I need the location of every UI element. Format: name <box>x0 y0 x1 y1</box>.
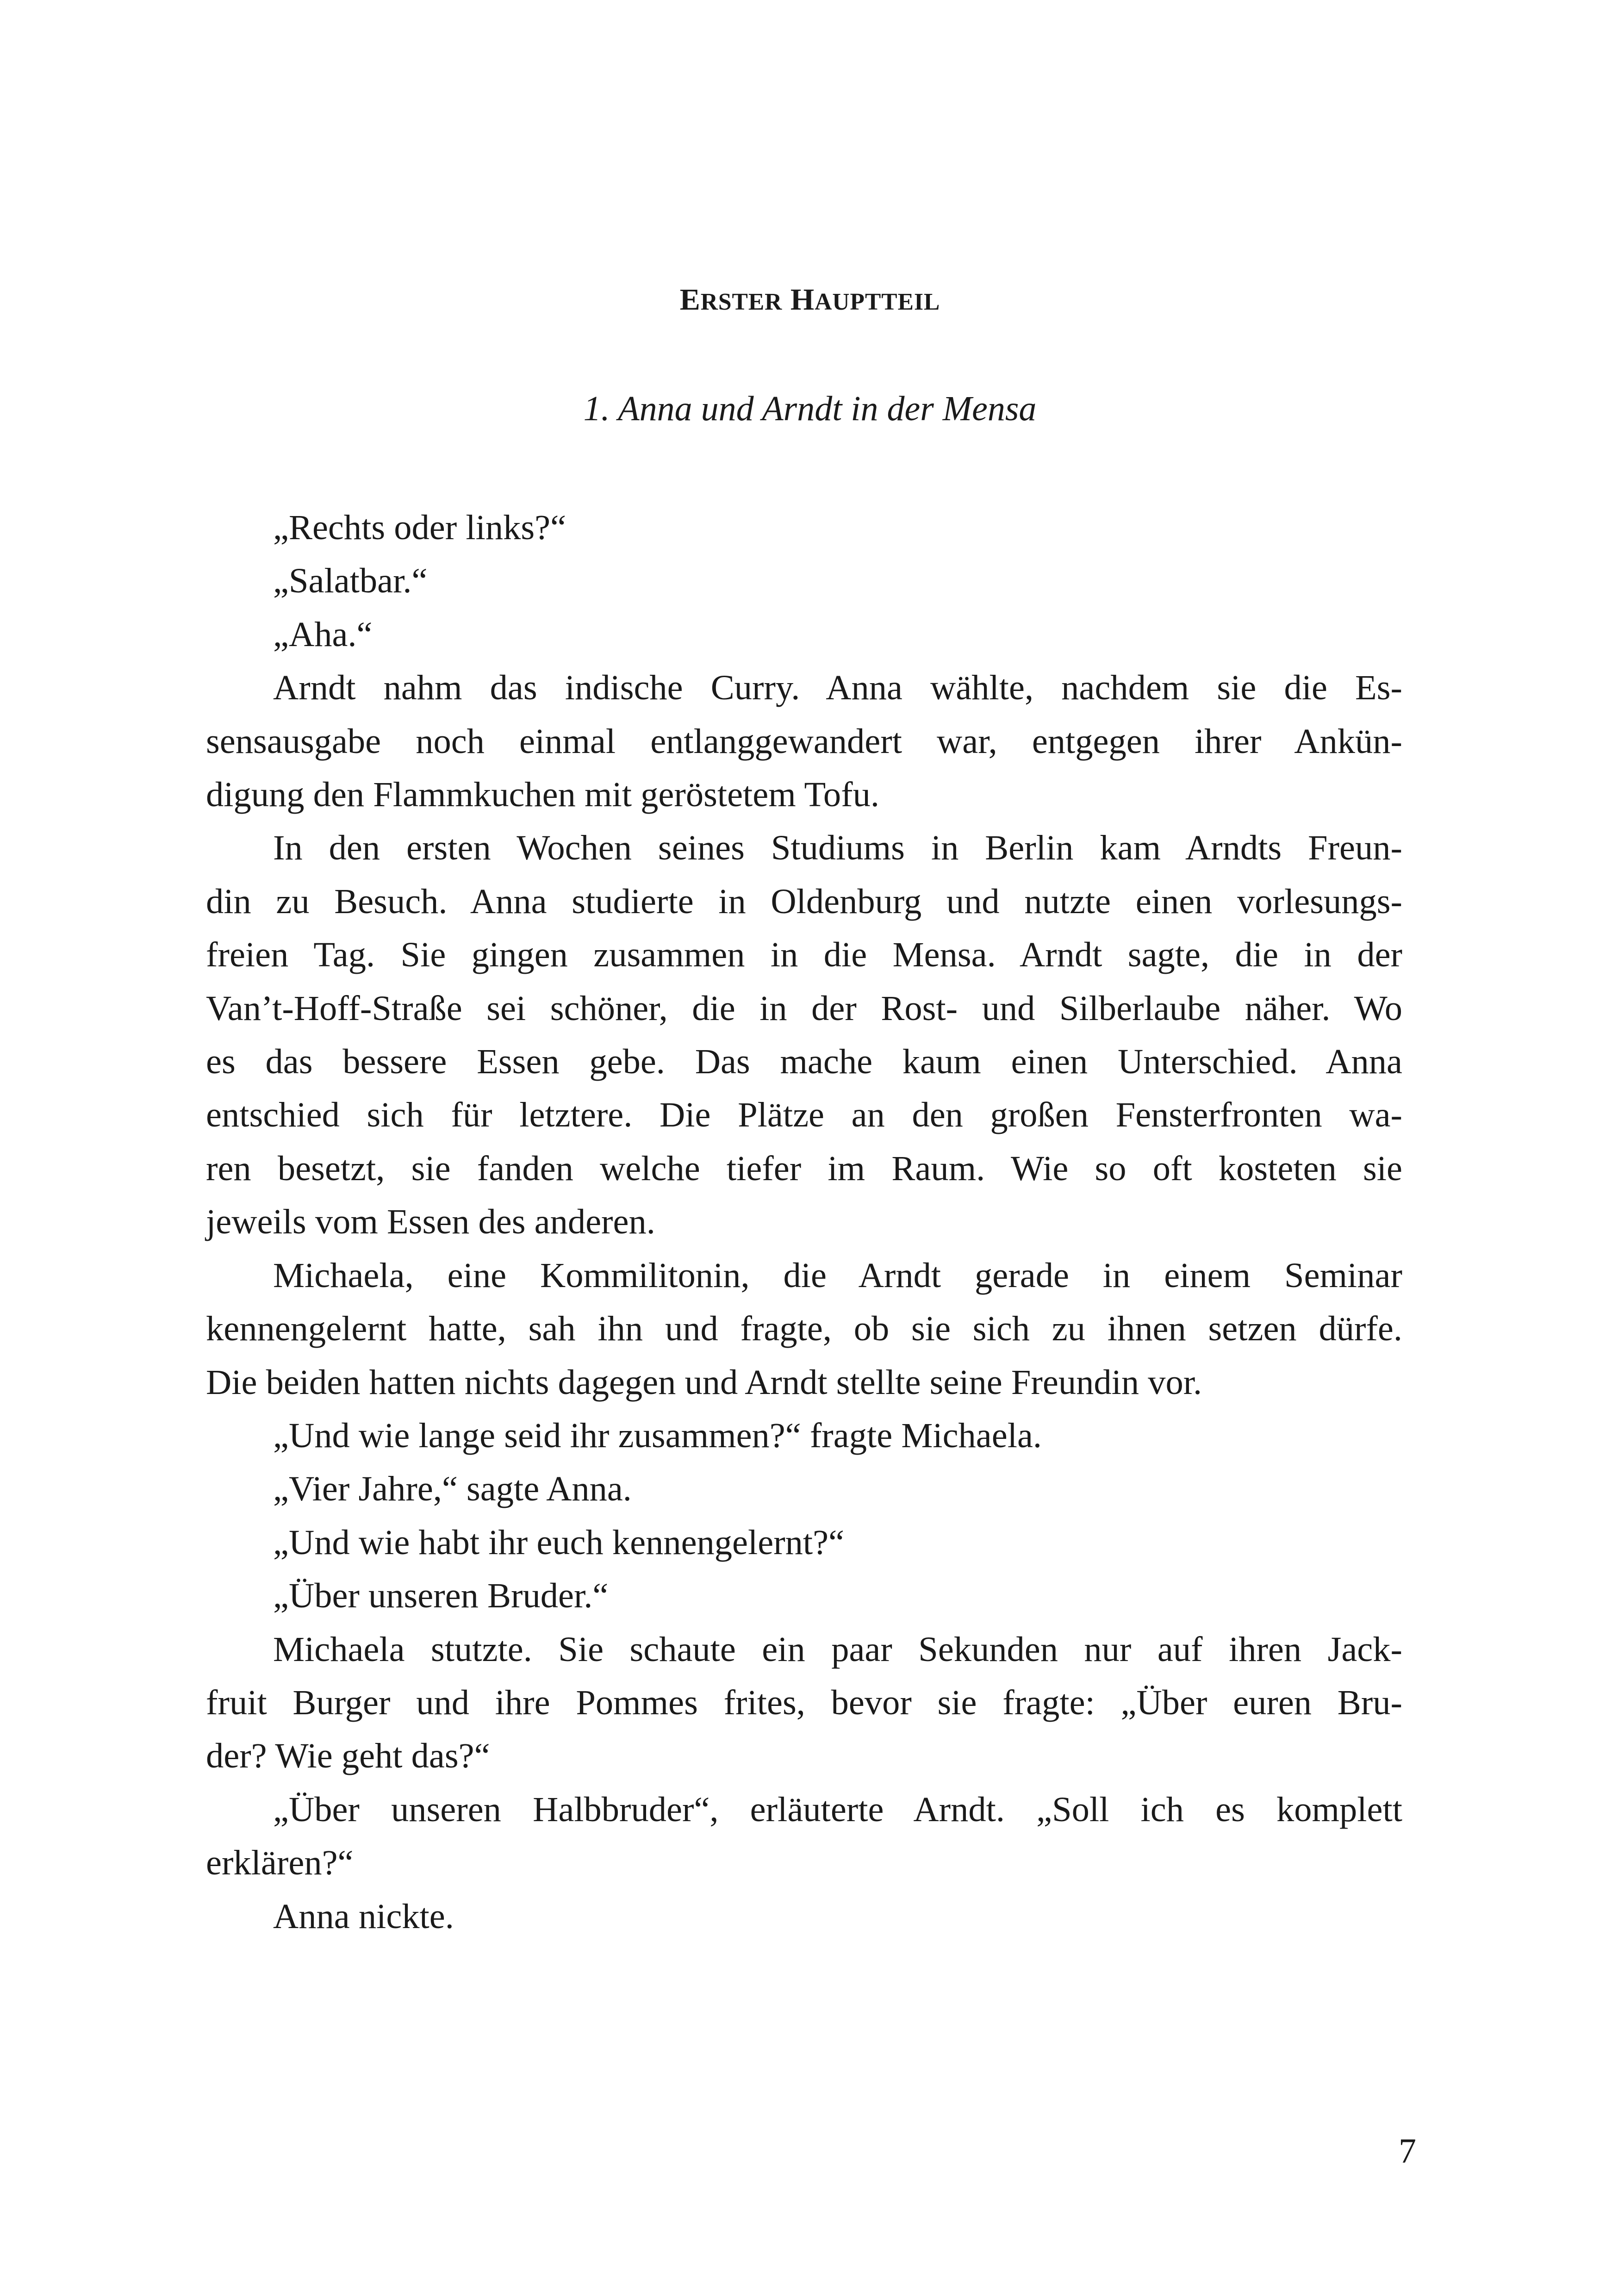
text-line: „Und wie lange seid ihr zusammen?“ fragte Michaela. <box>273 1415 1042 1455</box>
text-line: „Vier Jahre,“ sagte Anna. <box>273 1469 632 1509</box>
text-line: freien Tag. Sie gingen zusammen in die Mensa. Arndt sagte, die in der <box>206 935 1402 975</box>
paragraph <box>206 1890 1402 1943</box>
heading-word-2-rest: AUPTTEIL <box>815 289 940 315</box>
text-line: entschied sich für letztere. Die Plätze an den großen Fensterfronten wa- <box>206 1095 1402 1135</box>
text-line: Arndt nahm das indische Curry. Anna wählte, nachdem sie die Es- <box>273 668 1402 708</box>
text-line: Michaela stutzte. Sie schaute ein paar Sekunden nur auf ihren Jack- <box>273 1629 1402 1669</box>
text-line: sensausgabe noch einmal entlanggewandert war, entgegen ihrer Ankün- <box>206 721 1402 761</box>
text-line: erklären?“ <box>206 1843 354 1883</box>
text-line: der? Wie geht das?“ <box>206 1736 490 1776</box>
text-line: ren besetzt, sie fanden welche tiefer im Raum. Wie so oft kosteten sie <box>206 1148 1402 1188</box>
paragraph <box>206 1409 1402 1462</box>
paragraph <box>206 661 1402 821</box>
part-heading <box>204 285 1416 315</box>
text-line: „Aha.“ <box>273 614 373 654</box>
text-line: Michaela, eine Kommilitonin, die Arndt gerade in einem Seminar <box>273 1255 1402 1295</box>
text-line: digung den Flammkuchen mit geröstetem Tofu. <box>206 775 879 815</box>
paragraph <box>206 1569 1402 1622</box>
text-line: „Über unseren Bruder.“ <box>273 1576 609 1616</box>
text-line: Die beiden hatten nichts dagegen und Arndt stellte seine Freundin vor. <box>206 1362 1202 1402</box>
heading-word-1-initial: E <box>679 283 701 317</box>
body-text <box>206 501 1402 1943</box>
text-line: es das bessere Essen gebe. Das mache kaum einen Unterschied. Anna <box>206 1042 1402 1082</box>
paragraph <box>206 608 1402 661</box>
text-line: fruit Burger und ihre Pommes frites, bevor sie fragte: „Über euren Bru- <box>206 1682 1402 1722</box>
text-line: Anna nickte. <box>273 1896 454 1936</box>
text-line: „Salatbar.“ <box>273 561 428 601</box>
chapter-title: 1. Anna und Arndt in der Mensa <box>583 389 1037 428</box>
text-line: „Rechts oder links?“ <box>273 508 566 547</box>
paragraph <box>206 554 1402 607</box>
text-line: Van’t-Hoff-Straße sei schöner, die in der Rost- und Silberlaube näher. Wo <box>206 988 1402 1028</box>
paragraph <box>206 1516 1402 1569</box>
text-line: kennengelernt hatte, sah ihn und fragte, ob sie sich zu ihnen setzen dürfe. <box>206 1309 1402 1349</box>
paragraph <box>206 1462 1402 1515</box>
text-line: In den ersten Wochen seines Studiums in Berlin kam Arndts Freun- <box>273 828 1402 868</box>
paragraph <box>206 1249 1402 1409</box>
paragraph <box>206 1783 1402 1890</box>
paragraph <box>206 501 1402 554</box>
text-line: „Über unseren Halbbruder“, erläuterte Arndt. „Soll ich es komplett <box>273 1789 1402 1829</box>
page-number: 7 <box>1399 2132 1416 2171</box>
text-line: din zu Besuch. Anna studierte in Oldenburg und nutzte einen vorlesungs- <box>206 881 1402 921</box>
paragraph <box>206 821 1402 1248</box>
heading-word-1-rest: RSTER <box>700 289 783 315</box>
paragraph <box>206 1623 1402 1783</box>
heading-word-2-initial: H <box>790 283 815 317</box>
text-line: jeweils vom Essen des anderen. <box>206 1202 655 1242</box>
text-line: „Und wie habt ihr euch kennengelernt?“ <box>273 1522 845 1562</box>
